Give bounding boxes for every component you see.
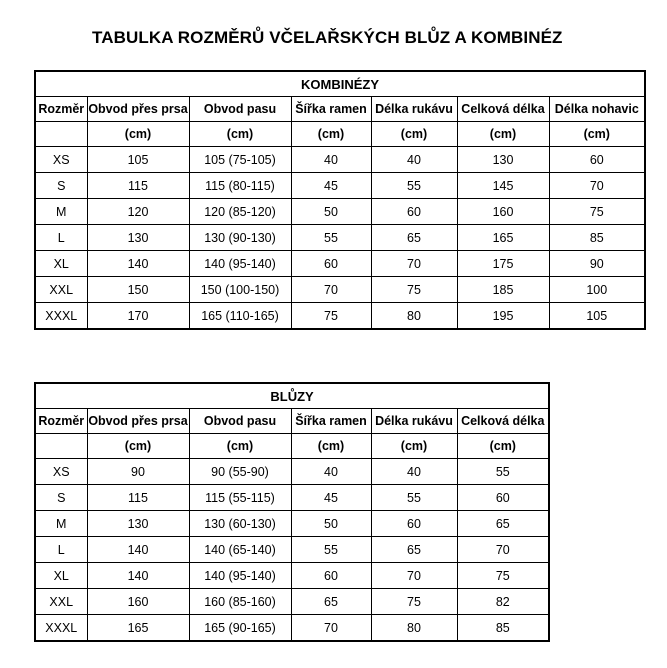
column-unit: (cm) [371, 434, 457, 459]
column-header: Obvod pasu [189, 409, 291, 434]
table-cell: 60 [291, 251, 371, 277]
table-cell: 100 [549, 277, 645, 303]
table-cell: 45 [291, 485, 371, 511]
column-unit: (cm) [371, 122, 457, 147]
table-cell: 55 [371, 173, 457, 199]
table-row [35, 251, 645, 277]
table-row [35, 199, 645, 225]
table-cell: 50 [291, 199, 371, 225]
table-cell: 140 [87, 537, 189, 563]
size-cell: XXL [35, 277, 87, 303]
table-cell: 130 (60-130) [189, 511, 291, 537]
table-caption: KOMBINÉZY [35, 71, 645, 97]
table-cell: 115 (55-115) [189, 485, 291, 511]
table-cell: 70 [371, 563, 457, 589]
table-cell: 60 [371, 199, 457, 225]
table-row [35, 563, 549, 589]
table-cell: 165 [87, 615, 189, 642]
kombinezy-size-table [34, 70, 646, 330]
table-cell: 130 [87, 225, 189, 251]
size-cell: XS [35, 459, 87, 485]
table-cell: 65 [371, 225, 457, 251]
table-cell: 40 [291, 147, 371, 173]
size-cell: XL [35, 251, 87, 277]
table-cell: 40 [371, 147, 457, 173]
table-cell: 70 [457, 537, 549, 563]
table-cell: 65 [371, 537, 457, 563]
table-cell: 165 (110-165) [189, 303, 291, 330]
size-cell: XS [35, 147, 87, 173]
column-header: Celková délka [457, 97, 549, 122]
table-row [35, 147, 645, 173]
column-unit: (cm) [549, 122, 645, 147]
table-cell: 75 [371, 589, 457, 615]
table-cell: 160 [87, 589, 189, 615]
table-cell: 90 [87, 459, 189, 485]
size-cell: S [35, 173, 87, 199]
table-cell: 75 [549, 199, 645, 225]
table-cell: 65 [291, 589, 371, 615]
table-cell: 60 [549, 147, 645, 173]
size-cell: L [35, 225, 87, 251]
table-cell: 130 [87, 511, 189, 537]
column-header: Šířka ramen [291, 409, 371, 434]
table-cell: 145 [457, 173, 549, 199]
table-cell: 160 (85-160) [189, 589, 291, 615]
table-cell: 55 [291, 537, 371, 563]
table-cell: 40 [291, 459, 371, 485]
size-cell: XXXL [35, 615, 87, 642]
table-row [35, 277, 645, 303]
table-cell: 115 [87, 173, 189, 199]
table-cell: 130 (90-130) [189, 225, 291, 251]
table-row [35, 589, 549, 615]
table-cell: 85 [457, 615, 549, 642]
table-cell: 75 [291, 303, 371, 330]
table-cell: 75 [371, 277, 457, 303]
table-cell: 70 [549, 173, 645, 199]
table-cell: 120 (85-120) [189, 199, 291, 225]
column-header: Délka nohavic [549, 97, 645, 122]
page-title: TABULKA ROZMĚRŮ VČELAŘSKÝCH BLŮZ A KOMBINÉZ [92, 28, 563, 47]
table-caption: BLŮZY [35, 383, 549, 409]
table-row [35, 173, 645, 199]
table-cell: 140 (65-140) [189, 537, 291, 563]
table-cell: 105 [549, 303, 645, 330]
table-row [35, 225, 645, 251]
table-cell: 170 [87, 303, 189, 330]
column-header: Délka rukávu [371, 409, 457, 434]
table-cell: 90 [549, 251, 645, 277]
table-row [35, 459, 549, 485]
table-cell: 120 [87, 199, 189, 225]
table-cell: 115 (80-115) [189, 173, 291, 199]
column-unit: (cm) [291, 434, 371, 459]
table-cell: 90 (55-90) [189, 459, 291, 485]
column-unit [35, 434, 87, 459]
table-row [35, 537, 549, 563]
size-cell: M [35, 199, 87, 225]
column-header: Délka rukávu [371, 97, 457, 122]
column-unit: (cm) [87, 434, 189, 459]
table-cell: 65 [457, 511, 549, 537]
bluzy-size-table [34, 382, 550, 642]
table-cell: 55 [291, 225, 371, 251]
table-cell: 105 [87, 147, 189, 173]
table-cell: 60 [457, 485, 549, 511]
table-cell: 50 [291, 511, 371, 537]
column-header: Obvod přes prsa [87, 97, 189, 122]
table-cell: 70 [291, 615, 371, 642]
column-unit: (cm) [189, 122, 291, 147]
table-cell: 165 [457, 225, 549, 251]
table-cell: 55 [371, 485, 457, 511]
table-cell: 85 [549, 225, 645, 251]
table-cell: 195 [457, 303, 549, 330]
size-cell: S [35, 485, 87, 511]
table-row [35, 485, 549, 511]
table-cell: 70 [291, 277, 371, 303]
column-header: Rozměr [35, 97, 87, 122]
table-cell: 185 [457, 277, 549, 303]
table-row [35, 615, 549, 642]
size-cell: XXL [35, 589, 87, 615]
column-unit: (cm) [457, 122, 549, 147]
table-cell: 60 [291, 563, 371, 589]
table-cell: 160 [457, 199, 549, 225]
table-cell: 140 [87, 563, 189, 589]
table-cell: 115 [87, 485, 189, 511]
table-cell: 80 [371, 615, 457, 642]
column-header: Obvod přes prsa [87, 409, 189, 434]
size-cell: M [35, 511, 87, 537]
column-unit: (cm) [87, 122, 189, 147]
table-cell: 150 [87, 277, 189, 303]
table-cell: 175 [457, 251, 549, 277]
table-cell: 140 (95-140) [189, 563, 291, 589]
size-cell: XL [35, 563, 87, 589]
column-unit [35, 122, 87, 147]
size-cell: XXXL [35, 303, 87, 330]
column-header: Celková délka [457, 409, 549, 434]
table-cell: 140 [87, 251, 189, 277]
column-header: Šířka ramen [291, 97, 371, 122]
table-cell: 75 [457, 563, 549, 589]
table-cell: 55 [457, 459, 549, 485]
table-cell: 70 [371, 251, 457, 277]
column-header: Rozměr [35, 409, 87, 434]
column-unit: (cm) [291, 122, 371, 147]
table-row [35, 303, 645, 330]
table-cell: 40 [371, 459, 457, 485]
table-cell: 82 [457, 589, 549, 615]
table-cell: 150 (100-150) [189, 277, 291, 303]
table-cell: 80 [371, 303, 457, 330]
table-cell: 130 [457, 147, 549, 173]
size-cell: L [35, 537, 87, 563]
table-cell: 45 [291, 173, 371, 199]
column-header: Obvod pasu [189, 97, 291, 122]
column-unit: (cm) [457, 434, 549, 459]
table-cell: 140 (95-140) [189, 251, 291, 277]
table-cell: 165 (90-165) [189, 615, 291, 642]
table-cell: 105 (75-105) [189, 147, 291, 173]
table-cell: 60 [371, 511, 457, 537]
table-row [35, 511, 549, 537]
column-unit: (cm) [189, 434, 291, 459]
